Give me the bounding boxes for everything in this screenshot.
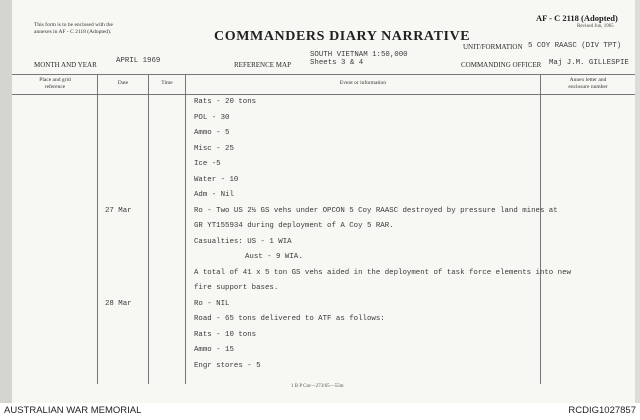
commanding-officer-value: Maj J.M. GILLESPIE xyxy=(549,59,629,67)
entry-text: fire support bases. xyxy=(194,284,279,292)
entry-text: Ice -5 xyxy=(194,160,221,168)
month-year-label: MONTH AND YEAR xyxy=(34,61,97,69)
entry-text: Ammo - 15 xyxy=(194,346,234,354)
col-divider-time xyxy=(185,74,186,384)
col-header-place: Place and grid reference xyxy=(39,77,71,90)
revised-date: Revised Jun, 1965 xyxy=(577,24,614,29)
entry-text: Ro - NIL xyxy=(194,299,230,308)
col-divider-date xyxy=(148,74,149,384)
print-code: 1 B P Cnr—273/65—55m xyxy=(291,384,344,389)
entry-text: GR YT155934 during deployment of A Coy 5 RAR. xyxy=(194,222,394,230)
col-divider-event xyxy=(540,74,541,384)
page-title: COMMANDERS DIARY NARRATIVE xyxy=(214,29,471,44)
form-note-line-1: This form is to be enclosed with the xyxy=(34,22,113,28)
form-number: AF - C 2118 (Adopted) xyxy=(536,13,618,23)
entry-text: POL - 30 xyxy=(194,113,230,122)
entry-text: Casualties: US - 1 WIA xyxy=(194,237,292,246)
table-header-rule xyxy=(12,94,635,95)
right-page-edge xyxy=(635,0,640,403)
form-note-line-2: annexes in AF - C 2118 (Adopted). xyxy=(34,29,112,35)
col-divider-place xyxy=(97,74,98,384)
unit-formation-value: 5 COY RAASC (DIV TPT) xyxy=(528,42,622,50)
col-header-time: Time xyxy=(161,80,173,86)
col-header-date: Date xyxy=(117,80,129,86)
map-value-1: SOUTH VIETNAM 1:50,000 xyxy=(310,51,408,59)
footer-record-id: RCDIG1027857 xyxy=(568,405,636,416)
entry-text: Adm - Nil xyxy=(194,191,234,199)
table-top-rule xyxy=(12,74,635,75)
unit-formation-label: UNIT/FORMATION xyxy=(463,43,523,51)
entry-text: Aust - 9 WIA. xyxy=(245,253,303,261)
entry-text: Rats - 10 tons xyxy=(194,330,257,339)
entry-text: Water - 10 xyxy=(194,175,239,184)
entry-text: Ro - Two US 2½ GS vehs under OPCON 5 Coy RAASC destroyed by pressure land mines at xyxy=(194,206,558,215)
entry-text: A total of 41 x 5 ton GS vehs aided in the deployment of task force elements into new xyxy=(194,268,571,277)
footer-archive-name: AUSTRALIAN WAR MEMORIAL xyxy=(4,405,142,416)
entry-date: 27 Mar xyxy=(105,206,132,215)
reference-map-label: REFERENCE MAP xyxy=(234,61,291,69)
entry-text: Misc - 25 xyxy=(194,144,234,153)
map-value-2: Sheets 3 & 4 xyxy=(310,59,364,67)
commanding-officer-label: COMMANDING OFFICER xyxy=(461,61,542,69)
entry-text: Rats - 20 tons xyxy=(194,98,257,106)
entry-text: Engr stores - 5 xyxy=(194,361,261,370)
entry-date: 28 Mar xyxy=(105,299,132,308)
col-header-annex: Annex letter and enclosure number xyxy=(568,77,608,90)
entry-text: Road - 65 tons delivered to ATF as follows: xyxy=(194,315,385,323)
entry-text: Ammo - 5 xyxy=(194,129,230,137)
left-page-edge xyxy=(0,0,12,403)
month-year-value: APRIL 1969 xyxy=(116,57,161,65)
col-header-event: Event or information xyxy=(339,80,387,86)
